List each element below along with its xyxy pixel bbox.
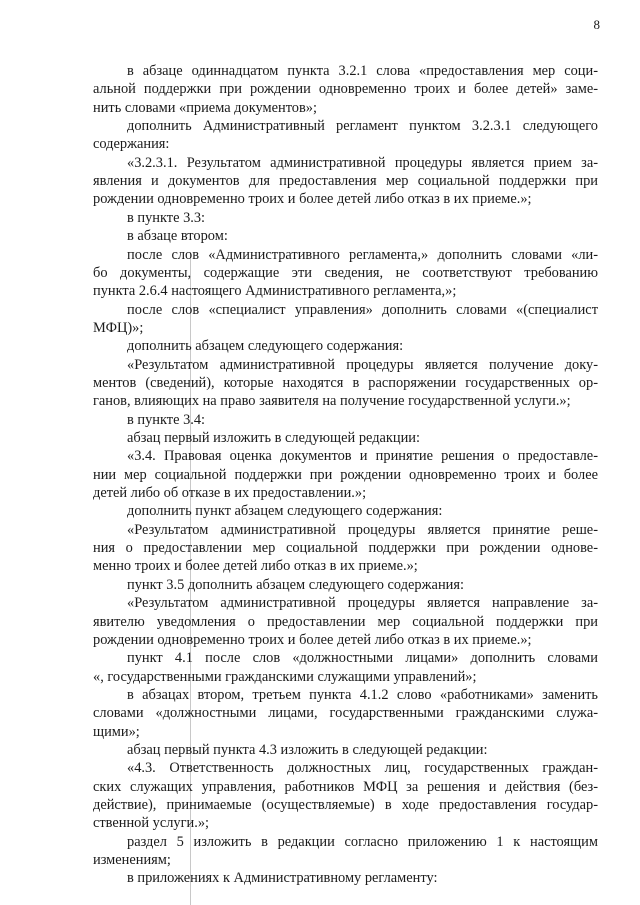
text-line: в пункте 3.4: <box>127 411 206 428</box>
text-line: абзац первый изложить в следующей редакции: <box>127 430 421 446</box>
text-line: рождении одновременно троих и более детей либо отказ в их приеме.»; <box>93 191 532 208</box>
text-line: нить словами «приема документов»; <box>93 99 317 116</box>
text-line: в пункте 3.3: <box>127 209 206 226</box>
text-line: дополнить Административный регламент пунктом 3.2.3.1 следующего <box>127 118 598 135</box>
text-line: «3.4. Правовая оценка документов и принятие решения о предоставле- <box>127 448 598 465</box>
text-line: дополнить пункт абзацем следующего содержания: <box>127 503 443 520</box>
text-line: ния о предоставлении мер социальной поддержки при рождении однове- <box>93 540 598 557</box>
text-line: явителю уведомления о предоставлении мер социальной поддержки при <box>93 613 598 630</box>
text-line: после слов «Административного регламента,» дополнить словами «ли- <box>127 246 598 263</box>
text-line: ственной услуги.»; <box>93 815 210 832</box>
text-line: щими»; <box>93 723 140 740</box>
text-line: ментов (сведений), которые находятся в распоряжении государственных ор- <box>93 374 598 391</box>
text-line: дополнить абзацем следующего содержания: <box>127 338 404 355</box>
text-line: ских служащих управления, работников МФЦ за решения и действия (без- <box>93 778 598 795</box>
page-number: 8 <box>593 17 600 32</box>
text-line: рождении одновременно троих и более детей либо отказ в их приеме.»; <box>93 631 532 648</box>
text-line: в абзаце одиннадцатом пункта 3.2.1 слова «предоставления мер соци- <box>127 63 598 79</box>
text-line: менно троих и более детей либо отказ в их приеме.»; <box>93 558 418 575</box>
text-line: содержания: <box>93 136 170 153</box>
text-line: «Результатом административной процедуры является получение доку- <box>127 356 598 373</box>
text-line: пункт 3.5 дополнить абзацем следующего содержания: <box>127 576 464 593</box>
text-line: абзац первый пункта 4.3 изложить в следующей редакции: <box>127 741 488 758</box>
text-line: явления и документов для предоставления мер социальной поддержки при <box>93 173 598 190</box>
text-line: пункт 4.1 после слов «должностными лицами» дополнить словами <box>127 650 598 667</box>
text-line: в приложениях к Административному регламенту: <box>127 870 438 887</box>
text-line: изменениям; <box>93 852 171 869</box>
text-line: нии мер социальной поддержки при рождении одновременно троих и более <box>93 466 598 483</box>
text-line: «3.2.3.1. Результатом административной процедуры является прием за- <box>127 154 598 171</box>
text-line: детей либо об отказе в их предоставлении.»; <box>93 485 367 502</box>
text-line: ганов, влияющих на право заявителя на получение государственной услуги.»; <box>93 393 571 410</box>
text-line: «, государственными гражданскими служащими управлений»; <box>93 668 477 685</box>
text-line: «Результатом административной процедуры является направление за- <box>127 595 598 612</box>
text-line: в абзацах втором, третьем пункта 4.1.2 слово «работниками» заменить <box>127 686 598 703</box>
text-line: «4.3. Ответственность должностных лиц, государственных граждан- <box>127 760 598 777</box>
text-line: раздел 5 изложить в редакции согласно приложению 1 к настоящим <box>127 833 598 850</box>
text-line: словами «должностными лицами, государственными гражданскими служа- <box>93 705 598 722</box>
text-line: МФЦ)»; <box>93 319 144 336</box>
text-line: после слов «специалист управления» дополнить словами «(специалист <box>127 301 598 318</box>
text-line: «Результатом административной процедуры является принятие реше- <box>127 521 598 538</box>
text-line: бо документы, содержащие эти сведения, не соответствуют требованию <box>93 264 598 281</box>
text-line: действие), принимаемые (осуществляемые) в ходе предоставления государ- <box>93 797 598 813</box>
text-line: пункта 2.6.4 настоящего Административного регламента,»; <box>93 283 457 300</box>
text-line: альной поддержки при рождении одновременно троих и более детей» заме- <box>93 81 598 98</box>
text-line: в абзаце втором: <box>127 228 228 245</box>
